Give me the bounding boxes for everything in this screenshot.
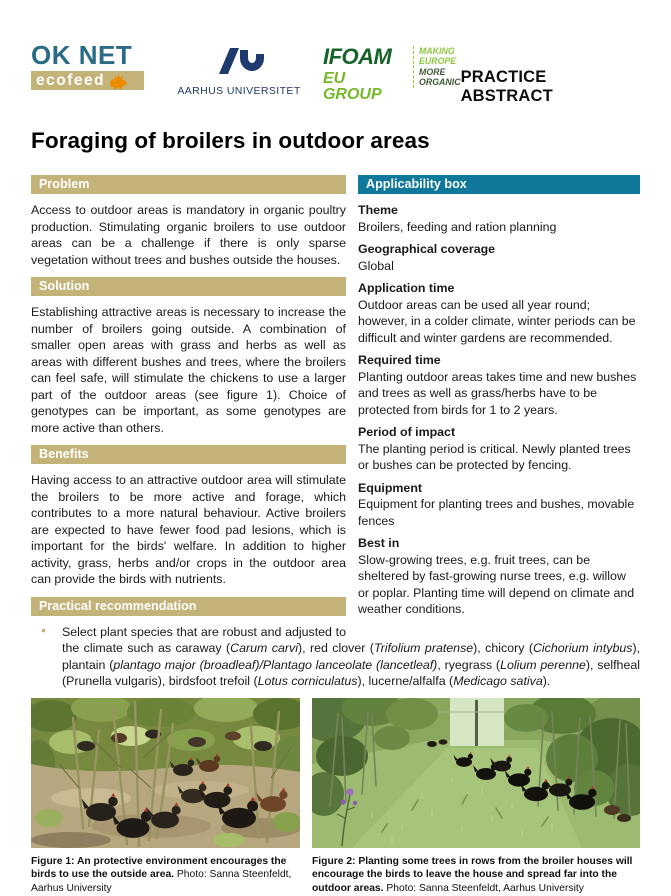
figures-row: [31, 698, 640, 896]
figure-1-photo-chickens-under-bushes: [31, 698, 300, 848]
applicability-label: Application time: [358, 281, 455, 295]
ifoam-eu-group-logo: [323, 42, 461, 103]
applicability-label: Period of impact: [358, 425, 456, 439]
applicability-item-period-of-impact: [358, 424, 640, 474]
page-title: Foraging of broilers in outdoor areas: [31, 128, 430, 153]
oknet-ecofeed-logo: [31, 42, 147, 90]
applicability-box: [358, 175, 640, 618]
applicability-text: Planting outdoor areas takes time and new bushes and trees as well as grass/herbs have to be protected from birds for 1 to 2 years.: [358, 369, 637, 417]
applicability-label: Geographical coverage: [358, 242, 496, 256]
au-logo-text: AARHUS UNIVERSITET: [177, 85, 301, 97]
figure-2-caption: [312, 855, 640, 896]
ifoam-tagline-line: EUROPE: [419, 56, 457, 67]
benefits-text: Having access to an attractive outdoor area will stimulate the broilers to be more active and forage, which contributes to a more natural behaviour. Active broilers are expected to have fewer food pad lesions, which is important for the birds' welfare. In addition to higher activity, grass, herbs and/or crops in the outdoor area can provide the birds with nutrients.: [31, 473, 346, 586]
ecofeed-logo-text: ecofeed: [36, 72, 106, 89]
ecofeed-logo-bar: [31, 71, 144, 90]
applicability-text: Outdoor areas can be used all year round; however, in a colder climate, winter periods can be difficult and winter gardens are recommended.: [358, 297, 636, 345]
applicability-item-geographical-coverage: [358, 241, 640, 274]
figure-2-caption-bold: Figure 2: Planting some trees in rows from the broiler houses will encourage the birds to leave the house and spread far into the outdoor areas.: [312, 855, 633, 894]
figure-2: [312, 698, 640, 896]
aarhus-university-logo: [177, 42, 301, 97]
benefits-header: Benefits: [31, 445, 346, 464]
figure-1-caption-bold: Figure 1: An protective environment encourages the birds to use the outside area.: [31, 855, 287, 881]
figure-1-caption: [31, 855, 300, 896]
applicability-label: Equipment: [358, 480, 423, 495]
figure-2-photo-grass-lane-tree-rows: [312, 698, 640, 848]
ifoam-tagline-line: MORE: [419, 66, 446, 77]
masthead: [31, 42, 640, 106]
recommendation-bullet-text: Select plant species that are robust and adjusted to the climate such as caraway (Carum carvi), red clover (Trifolium pratense), chicory (Cichorium intybus), plantain (plantago major (broadleaf)/Plantago lanceolate (lancetleaf), ryegrass (Lolium perenne), selfheal (Prunella vulgaris), birdsfoot trefoil (Lotus corniculatus), lucerne/alfalfa (Medicago sativa).: [62, 624, 641, 688]
practice-abstract-label: PRACTICE ABSTRACT: [460, 68, 553, 105]
applicability-label: Required time: [358, 353, 441, 367]
applicability-item-theme: [358, 202, 640, 235]
solution-text: Establishing attractive areas is necessary to increase the number of broilers going outside. A combination of smaller open areas with grass and herbs as well as areas with different bushes and trees, where the broilers can feel safe, will stimulate the chickens to use a larger part of the outdoor areas (see figure 1). Choice of genotypes can be important, as some genotypes are more active than others.: [31, 305, 346, 435]
ifoam-logo-text: IFOAM: [322, 44, 392, 69]
applicability-box-header: Applicability box: [358, 175, 640, 194]
practical-recommendation-header: Practical recommendation: [31, 597, 346, 616]
recommendation-list: [31, 624, 640, 690]
applicability-text: Global: [358, 258, 394, 273]
ifoam-tagline: [413, 46, 461, 88]
recommendation-bullet: [31, 624, 640, 690]
applicability-text: Slow-growing trees, e.g. fruit trees, can be sheltered by fast-growing nurse trees, e.g. willow or poplar. Planting time will depend on climate and weather conditions.: [358, 552, 635, 616]
applicability-item-application-time: [358, 280, 640, 346]
applicability-text: The planting period is critical. Newly planted trees or bushes can be protected by fencing.: [358, 441, 631, 472]
eu-group-logo-text: EU GROUP: [322, 70, 382, 103]
rooster-icon: [107, 72, 129, 89]
content: [31, 175, 640, 896]
oknet-logo-text: OK NET: [31, 40, 133, 70]
applicability-label: Theme: [358, 203, 398, 217]
applicability-item-equipment: [358, 480, 640, 530]
applicability-text: Equipment for planting trees and bushes, movable fences: [358, 497, 635, 528]
applicability-item-required-time: [358, 352, 640, 418]
applicability-text: Broilers, feeding and ration planning: [358, 219, 557, 234]
solution-header: Solution: [31, 277, 346, 296]
applicability-item-best-in: [358, 535, 640, 618]
problem-text: Access to outdoor areas is mandatory in organic poultry production. Stimulating organic broilers to use outdoor areas can be a challenge if there is only sparse vegetation without trees and bushes outside the houses.: [31, 203, 346, 267]
applicability-label: Best in: [358, 536, 400, 550]
figure-1-caption-credit: Photo: Sanna Steenfeldt, Aarhus University: [31, 869, 292, 894]
ifoam-tagline-line: ORGANIC: [419, 77, 461, 88]
au-logo-icon: [213, 46, 265, 76]
problem-header: Problem: [31, 175, 346, 194]
figure-2-caption-credit: Photo: Sanna Steenfeldt, Aarhus University: [383, 882, 584, 894]
figure-1: [31, 698, 300, 896]
ifoam-tagline-line: MAKING: [419, 46, 455, 56]
